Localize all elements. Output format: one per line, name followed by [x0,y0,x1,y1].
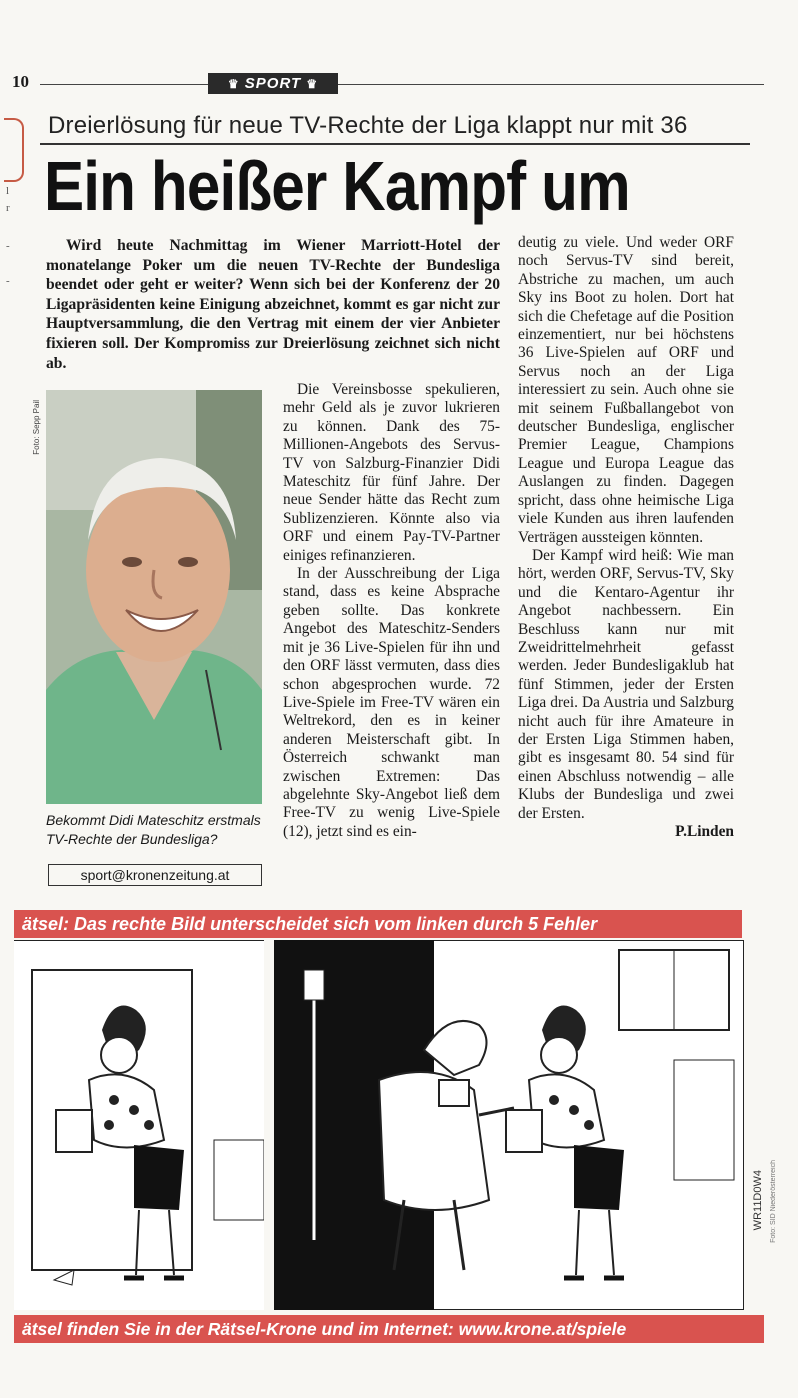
portrait-illustration [46,390,262,804]
crown-icon: ♛ [306,77,319,91]
crown-icon: ♛ [227,77,240,91]
edge-fragment: l [6,185,10,197]
article-paragraph: Der Kampf wird heiß: Wie man hört, werden ORF, Servus-TV, Sky und die Kentaro-Agentur ihr Angebot nachbessern. Ein Beschluss kann nur mit Zweidrittelmehrheit gefasst werden. Jeder Bundesligaklub hat fünf Stimmen, jeder der Ersten Liga drei. Da Austria und Salzburg nicht auch für ihre Amateure in der Ersten Liga Stimmen haben, gibt es insgesamt 80. 54 sind für einen Abschluss notwendig – alle Klubs der Bundesliga und zwei der Ersten. [518,546,734,822]
puzzle-footer[interactable]: ätsel finden Sie in der Rätsel-Krone und im Internet: www.krone.at/spiele [14,1315,764,1343]
edge-fragment: - [6,275,10,287]
puzzle-header: ätsel: Das rechte Bild unterscheidet sich vom linken durch 5 Fehler [14,910,742,938]
portrait-photo [46,390,262,804]
print-code: WR11D0W4 [752,1170,764,1231]
cartoon-right-panel [274,940,744,1310]
header-rule [40,84,764,85]
edge-fragment: - [6,240,10,252]
cartoon-right-illustration [274,940,744,1310]
photo-credit: Foto: Sepp Pail [32,400,41,455]
article-headline: Ein heißer Kampf um [44,147,630,225]
cartoon-credit: Foto: SID Niederösterreich [770,1160,777,1243]
contact-email[interactable]: sport@kronenzeitung.at [48,864,262,886]
article-paragraph: Die Vereinsbosse spekulieren, mehr Geld als je zuvor lukrieren zu können. Dank des 75-Millionen-Angebots des Servus-TV von Salzburg-Finanzier Didi Mateschitz für fünf Jahre. Der neue Sender hätte das Recht zum Sublizenzieren. Könnte also via ORF und einem Pay-TV-Partner einiges refinanzieren. [283,381,500,564]
article-intro: Wird heute Nachmittag im Wiener Marriott-Hotel der monatelange Poker um die neuen TV-Rechte der Bundesliga beendet oder geht er weiter? Wenn sich bei der Konferenz der 20 Ligapräsidenten keine Einigung abzeichnet, kommt es gar nicht zur Hauptversammlung, die den Vertrag mit einem der vier Anbieter fixieren soll. Der Kompromiss zur Dreierlösung zeichnet sich nicht ab. [46,237,500,372]
cartoon-left-illustration [14,940,264,1310]
section-label: SPORT [244,75,302,92]
article-paragraph: In der Ausschreibung der Liga stand, dass es keine Absprache geben sollte. Das konkrete Angebot des Mateschitz-Senders mit je 36 Live-Spielen für ihn und den ORF lässt vermuten, dass dies schon abgesprochen wurde. 72 Live-Spiele im Free-TV wären ein Weltrekord, den es in keiner anderen Meisterschaft gibt. In Österreich schwankt man zwischen Extremen: Das abgelehnte Sky-Angebot ließ dem Free-TV zu wenig Live-Spiele (12), jetzt sind es ein- [283,565,500,840]
author-byline: P.Linden [675,823,734,840]
edge-fragment: r [6,202,10,214]
section-banner [208,73,338,94]
decorative-bracket [4,118,24,182]
article-column-middle [283,381,500,841]
adjacent-page-edge [0,110,24,900]
article-column-right [518,234,734,841]
page-number: 10 [12,72,29,91]
article-kicker: Dreierlösung für neue TV-Rechte der Liga klappt nur mit 36 [48,112,688,139]
article-paragraph: deutig zu viele. Und weder ORF noch Servus-TV sind bereit, Abstriche zu machen, um auch Sky ins Boot zu holen. Dort hat sich die Chefetage auf die Position einzementiert, nur bei höchstens 36 Live-Spielen auf ORF und Servus noch an der Liga interessiert zu sein. Auch ohne sie mit seinem Fußballangebot von deutscher Bundesliga, englischer Premier League, Champions League und Europa League das Auslangen zu finden. Dagegen spricht, dass ohne heimische Liga viele Kunden aus ihren laufenden Verträgen aussteigen könnten. [518,234,734,546]
cartoon-left-panel [14,940,264,1310]
photo-caption: Bekommt Didi Mateschitz erstmals TV-Rechte der Bundesliga? [46,812,261,847]
